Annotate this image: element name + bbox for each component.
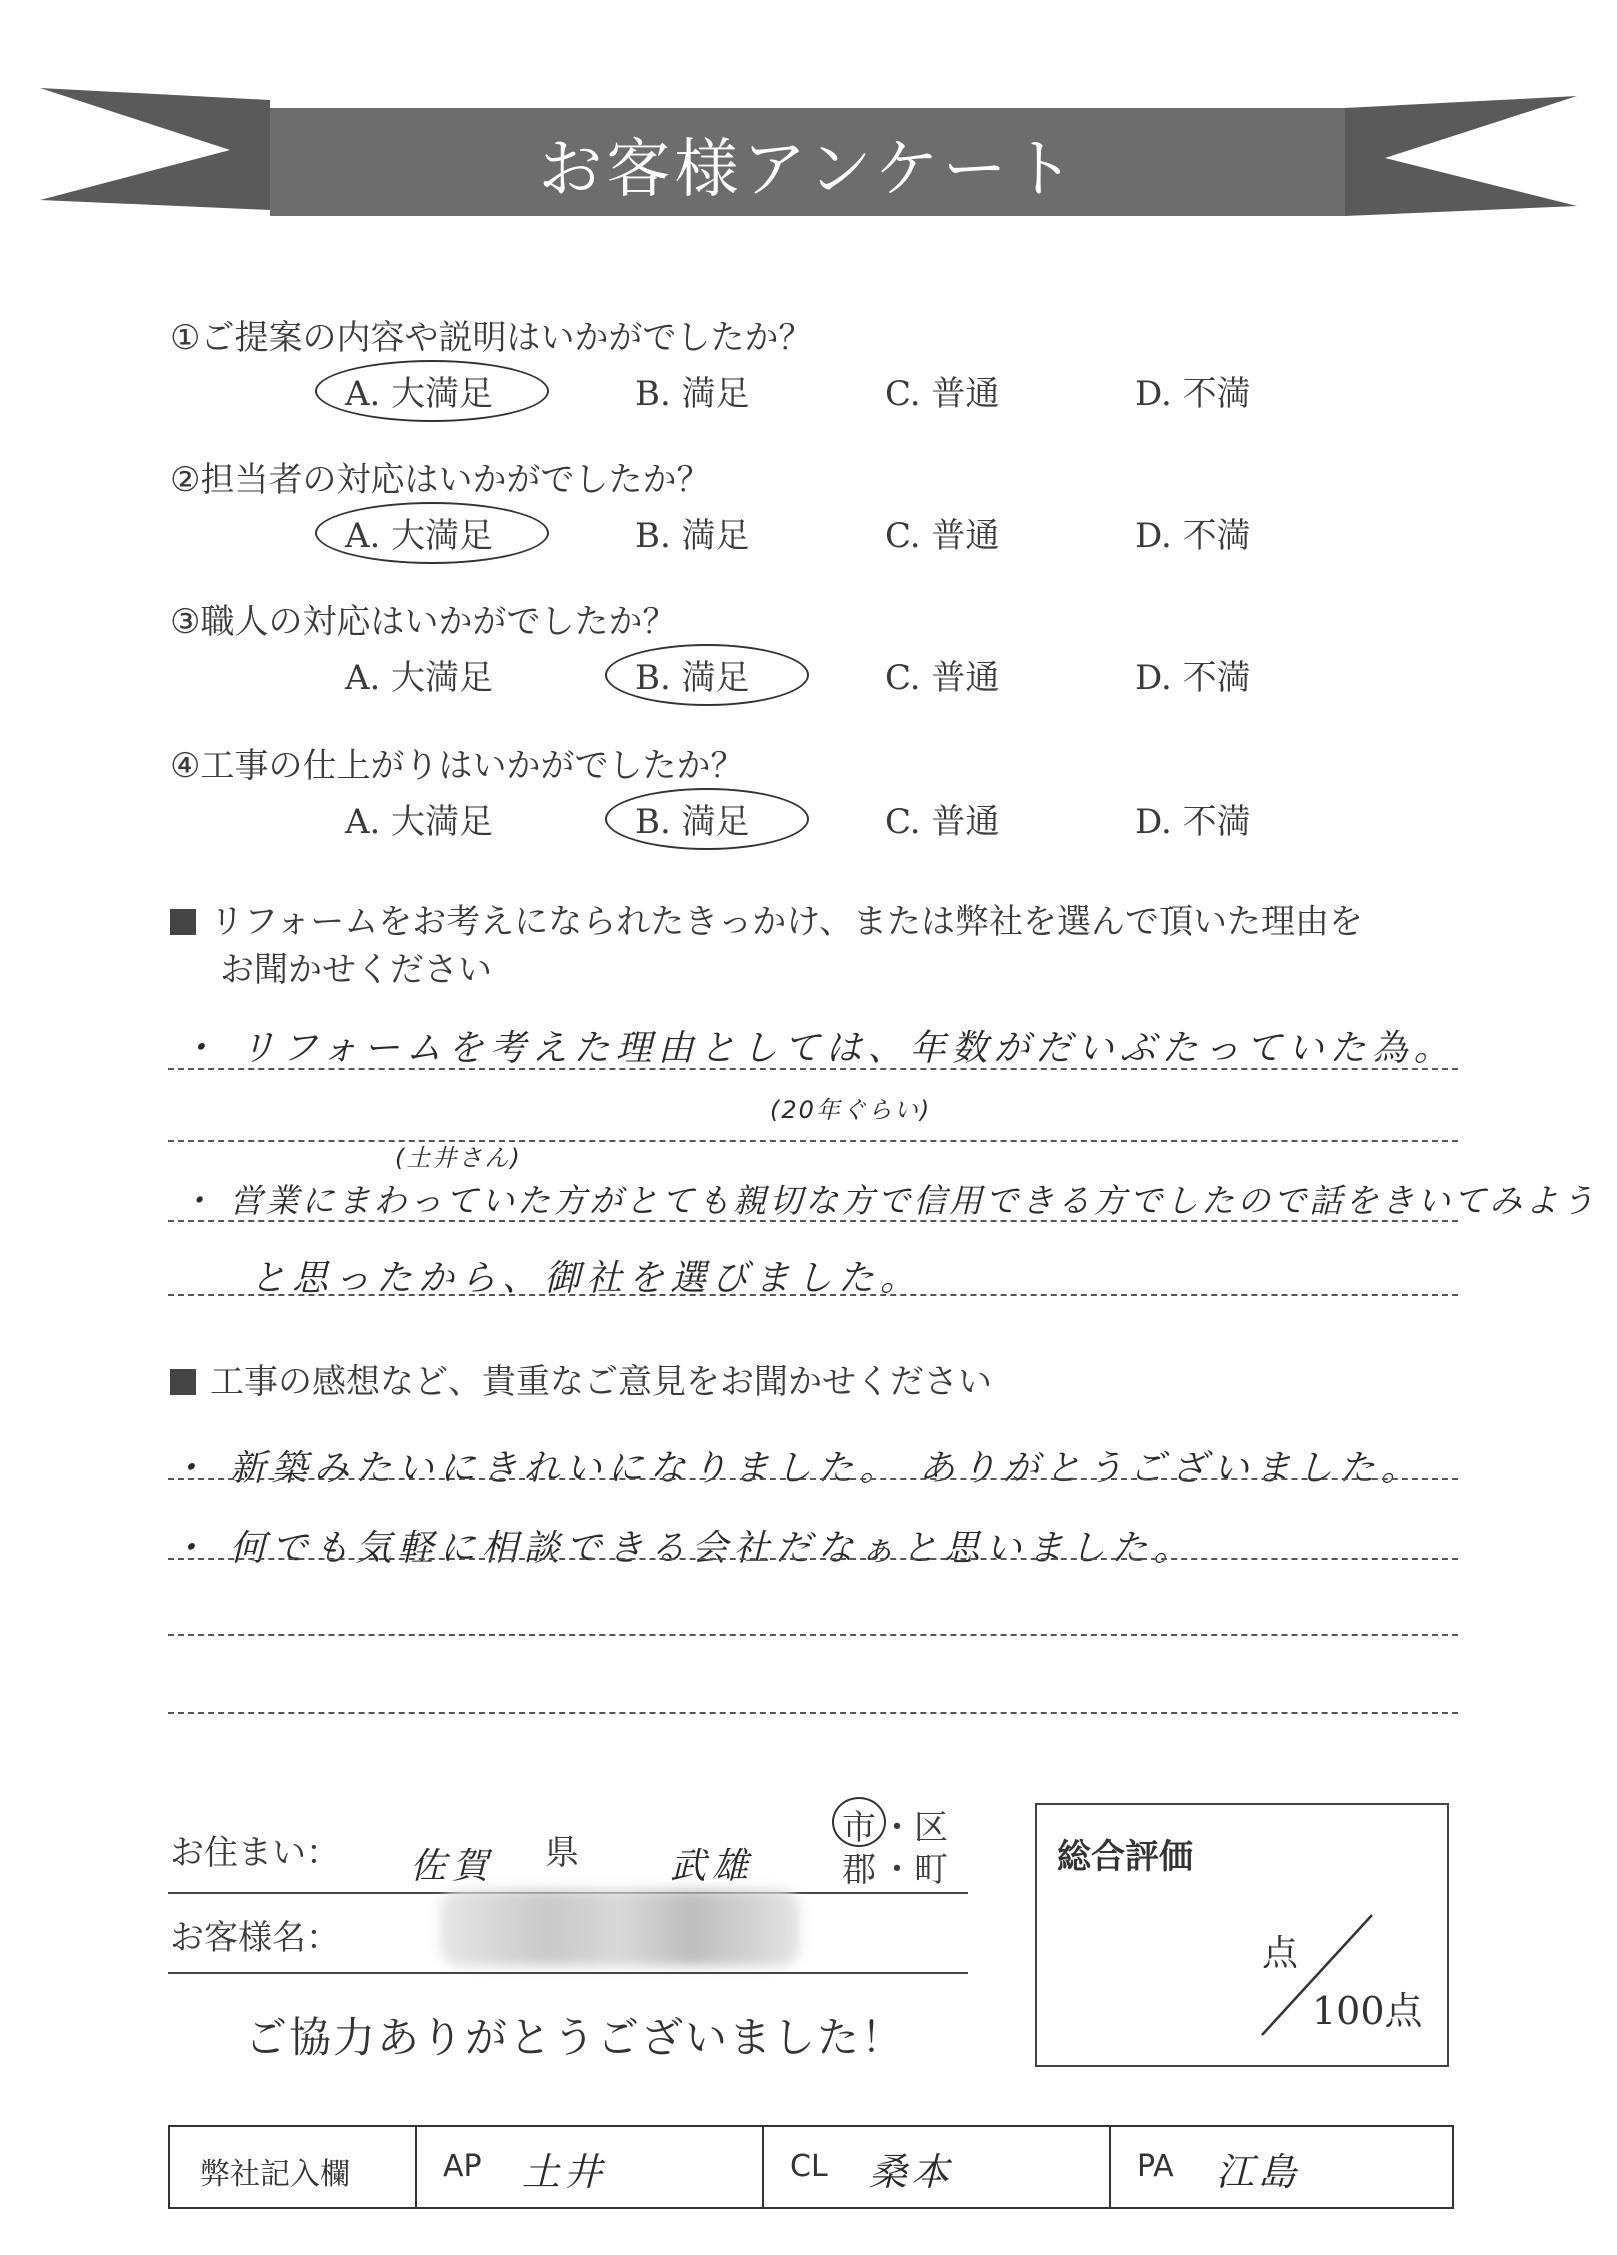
reason-answer-line2: ・ 営業にまわっていた方がとても親切な方で信用できる方でしたので話をきいてみよう — [180, 1181, 1598, 1220]
reason-answer-line2-note: (土井さん) — [395, 1144, 522, 1172]
office-label: 弊社記入欄 — [200, 2157, 350, 2192]
reason-answer-note: (20年ぐらい) — [770, 1096, 932, 1124]
office-ap-value: 土井 — [522, 2150, 607, 2194]
office-label-cell — [170, 2127, 417, 2207]
score-box — [1035, 1803, 1449, 2067]
question-4-option-c[interactable]: C. 普通 — [885, 802, 1000, 842]
question-4-option-a[interactable]: A. 大満足 — [345, 802, 494, 842]
address-prefecture-value: 佐賀 — [410, 1846, 495, 1887]
score-label: 総合評価 — [1057, 1837, 1193, 1877]
address-label: お住まい： — [170, 1833, 340, 1873]
reason-heading-line1: リフォームをお考えになられたきっかけ、または弊社を選んで頂いた理由を — [210, 902, 1363, 942]
question-4: ④工事の仕上がりはいかがでしたか？ — [170, 746, 745, 786]
customer-underline — [168, 1972, 968, 1974]
thanks-message: ご協力ありがとうございました！ — [245, 2013, 906, 2062]
question-2: ②担当者の対応はいかがでしたか？ — [170, 460, 711, 500]
impression-heading-text: 工事の感想など、貴重なご意見をお聞かせください — [210, 1362, 992, 1402]
answer-line — [168, 1220, 1458, 1222]
question-2-option-a[interactable]: A. 大満足 — [345, 516, 494, 556]
reason-heading — [170, 898, 1363, 994]
question-1-option-d[interactable]: D. 不満 — [1135, 374, 1251, 414]
question-1-option-b[interactable]: B. 満足 — [635, 374, 750, 414]
impression-answer-line2: ・ 何でも気軽に相談できる会社だなぁと思いました。 — [170, 1528, 1196, 1569]
answer-line — [168, 1634, 1458, 1636]
address-suffix-ward: ・区 — [880, 1808, 948, 1848]
question-4-option-d[interactable]: D. 不満 — [1135, 802, 1251, 842]
office-ap-cell — [417, 2127, 764, 2207]
score-total: 100点 — [1312, 1989, 1423, 2033]
answer-line — [168, 1478, 1458, 1480]
office-table — [168, 2125, 1454, 2209]
question-3-option-d[interactable]: D. 不満 — [1135, 658, 1251, 698]
page-title: お客様アンケート — [538, 133, 1079, 207]
address-suffix-city: 市 — [842, 1808, 876, 1848]
address-prefecture-suffix: 県 — [545, 1833, 579, 1873]
question-3-option-a[interactable]: A. 大満足 — [345, 658, 494, 698]
office-pa-value: 江島 — [1216, 2150, 1301, 2194]
answer-line — [168, 1140, 1458, 1142]
address-city-value: 武雄 — [670, 1846, 755, 1887]
question-3-option-b[interactable]: B. 満足 — [635, 658, 750, 698]
customer-name-redacted — [440, 1890, 800, 1966]
impression-answer-line1: ・ 新築みたいにきれいになりました。 ありがとうございました。 — [170, 1448, 1423, 1489]
square-bullet-icon — [170, 1369, 196, 1395]
office-cl-label: CL — [790, 2149, 828, 2184]
office-cl-cell — [764, 2127, 1111, 2207]
address-suffix-county: 郡 — [842, 1850, 876, 1890]
office-cl-value: 桑本 — [869, 2150, 954, 2194]
customer-name-label: お客様名： — [170, 1918, 340, 1958]
answer-line — [168, 1068, 1458, 1070]
reason-answer-line3: と思ったから、御社を選びました。 — [250, 1258, 923, 1299]
impression-heading — [170, 1358, 992, 1406]
question-2-option-b[interactable]: B. 満足 — [635, 516, 750, 556]
question-3: ③職人の対応はいかがでしたか？ — [170, 602, 677, 642]
office-pa-cell — [1111, 2127, 1452, 2207]
question-4-option-b[interactable]: B. 満足 — [635, 802, 750, 842]
question-2-option-c[interactable]: C. 普通 — [885, 516, 1000, 556]
question-3-option-c[interactable]: C. 普通 — [885, 658, 1000, 698]
address-suffix-town: ・町 — [880, 1850, 948, 1890]
question-1-option-c[interactable]: C. 普通 — [885, 374, 1000, 414]
office-pa-label: PA — [1137, 2149, 1174, 2184]
square-bullet-icon — [170, 909, 196, 935]
question-1-option-a[interactable]: A. 大満足 — [345, 374, 494, 414]
score-unit: 点 — [1262, 1933, 1299, 1974]
question-1: ①ご提案の内容や説明はいかがでしたか？ — [170, 318, 813, 358]
office-ap-label: AP — [443, 2149, 482, 2184]
question-2-option-d[interactable]: D. 不満 — [1135, 516, 1251, 556]
answer-line — [168, 1558, 1458, 1560]
answer-line — [168, 1712, 1458, 1714]
reason-answer-line1: ・ リフォームを考えた理由としては、年数がだいぶたっていた為。 — [180, 1028, 1456, 1069]
reason-heading-line2: お聞かせください — [220, 950, 492, 990]
answer-line — [168, 1294, 1458, 1296]
